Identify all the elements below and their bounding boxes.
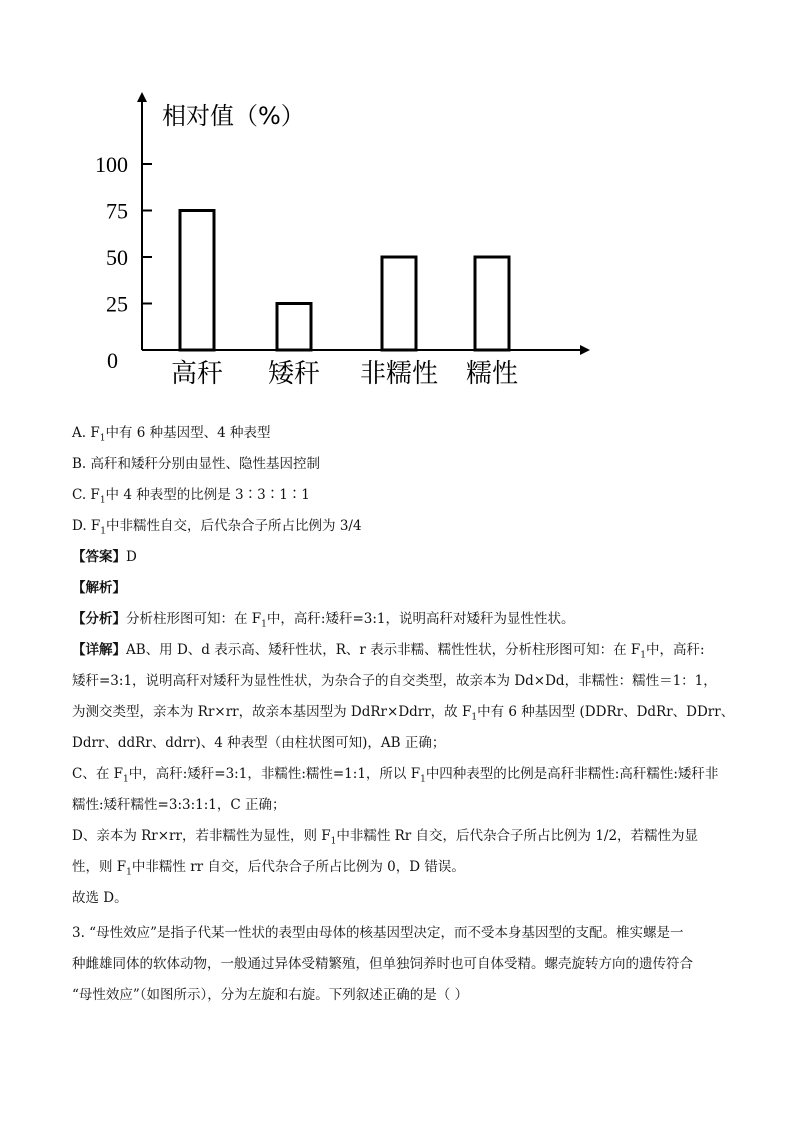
x-axis-arrow	[580, 345, 590, 355]
x-tick-label: 非糯性	[359, 359, 439, 389]
bars	[180, 211, 509, 351]
y-tick-label: 25	[106, 291, 128, 317]
jiexi-line	[72, 573, 732, 604]
x-tick-label: 矮秆	[267, 359, 321, 389]
option-d: D. $F_1$中非糯性自交，后代杂合子所占比例为 3/4	[72, 518, 362, 537]
bar	[277, 304, 311, 351]
option-a: A. $F_1$中有 6 种基因型、4 种表型	[72, 425, 271, 444]
bar	[382, 257, 416, 350]
bar-chart	[90, 80, 610, 400]
y-ticks	[95, 152, 152, 373]
y-axis-label: 相对值（%）	[162, 102, 305, 130]
origin-label: 0	[107, 348, 118, 373]
answer-line: 【答案】D	[72, 549, 137, 565]
jiexi-tag: 【解析】	[72, 580, 126, 596]
y-axis-arrow	[137, 92, 147, 102]
xiangjie-paragraph: 【详解】AB、用 D、d 表示高、矮秆性状，R、r 表示非糯、糯性性状，分析柱形图可知：在 $F_1$中，高秆: 矮秆=3:1，说明高秆对矮秆为显性性状，为杂合子的自交类型，故亲本为 Dd×Dd，非糯性：糯性＝1：1， 为测交类型，亲本为 Rr×rr，故亲本基因型为 DdRr×Ddrr，故 $F_1$中有 6 种基因型 (DDRr、DdRr、DDrr、 Ddrr、ddRr、ddrr)、4 种表型（由柱状图可知)，AB 正确；	[72, 642, 735, 751]
fenxi-tag: 【分析】	[72, 611, 126, 627]
question-3: 3. “母性效应”是指子代某一性状的表型由母体的核基因型决定，而不受本身基因型的支配。椎实螺是一 种雌雄同体的软体动物，一般通过异体受精繁殖，但单独饲养时也可自体受精。螺壳旋转方向的遗传符合 “母性效应”（如图所示），分为左旋和右旋。下列叙述正确的是（ ）	[72, 925, 693, 1003]
y-tick-label: 50	[106, 245, 128, 270]
c-paragraph: C、在 $F_1$中，高秆:矮秆=3:1，非糯性:糯性=1:1，所以 $F_1$中四种表型的比例是高秆非糯性:高秆糯性:矮秆非 糯性:矮秆糯性=3:3:1:1，C 正确；	[72, 766, 719, 813]
answer-tag: 【答案】	[72, 549, 126, 565]
y-tick-label: 75	[106, 198, 128, 224]
xiangjie-tag: 【详解】	[72, 642, 126, 658]
bar	[475, 257, 509, 350]
question-content	[72, 418, 735, 1011]
fenxi-line: 【分析】分析柱形图可知：在 $F_1$中，高秆:矮秆=3:1，说明高秆对矮秆为显性性状。	[72, 611, 575, 630]
d-paragraph: D、亲本为 Rr×rr，若非糯性为显性，则 $F_1$中非糯性 Rr 自交，后代杂合子所占比例为 1/2，若糯性为显 性，则 $F_1$中非糯性 rr 自交，后代杂合子所占比例为 0，D 错误。	[72, 828, 699, 878]
x-tick-label: 高秆	[170, 359, 224, 389]
bar	[180, 211, 214, 351]
option-c: C. $F_1$中 4 种表型的比例是 3∶3∶1∶1	[72, 487, 310, 506]
conclusion: 故选 D。	[72, 890, 128, 906]
y-tick-label: 100	[95, 152, 128, 177]
x-tick-labels	[171, 359, 518, 389]
x-tick-label: 糯性	[465, 359, 519, 389]
option-b: B. 高秆和矮秆分别由显性、隐性基因控制	[72, 456, 321, 472]
